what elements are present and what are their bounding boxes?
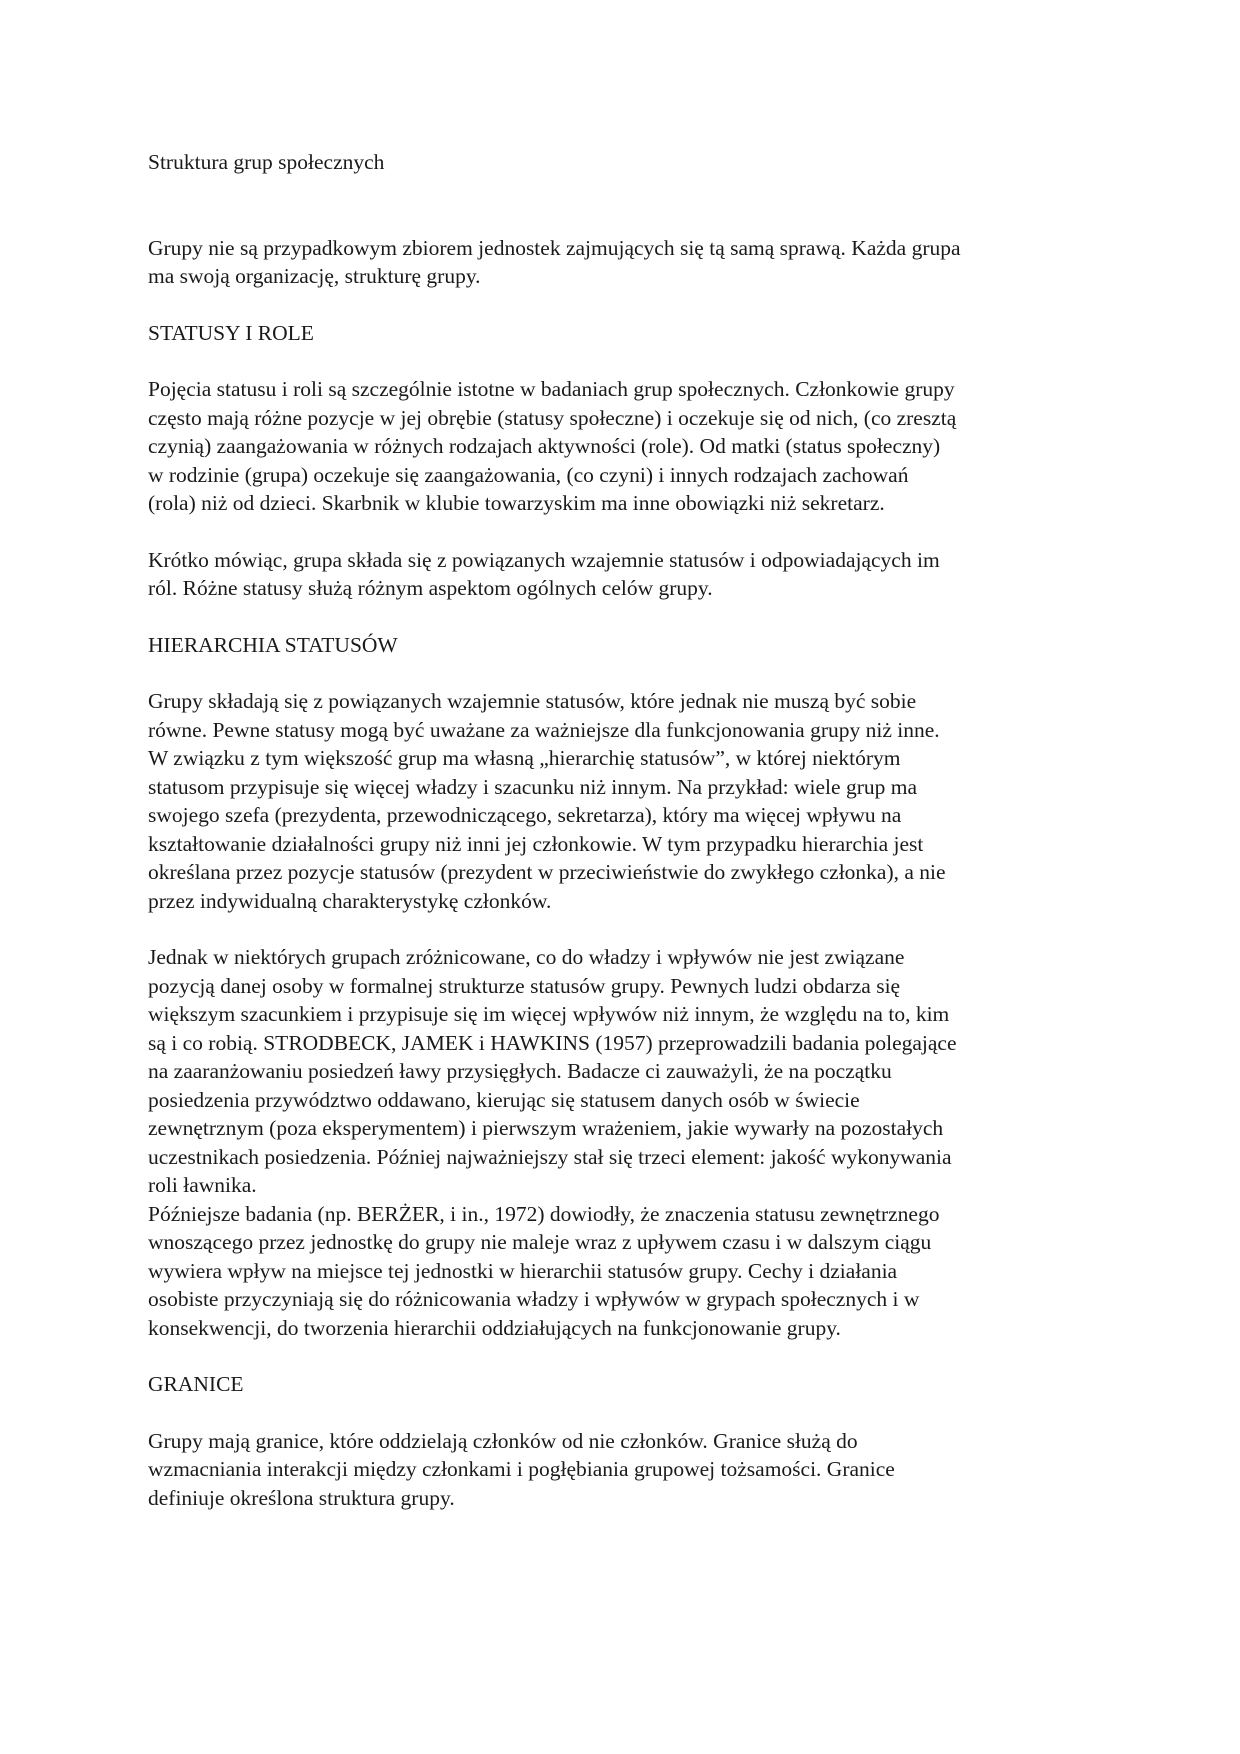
text-line: konsekwencji, do tworzenia hierarchii oddziałujących na funkcjonowanie grupy. (148, 1315, 841, 1340)
paragraph (148, 1427, 1098, 1513)
text-line: posiedzenia przywództwo oddawano, kierując się statusem danych osób w świecie (148, 1087, 860, 1112)
text-line: Jednak w niektórych grupach zróżnicowane, co do władzy i wpływów nie jest związane (148, 945, 905, 969)
document-title: Struktura grup społecznych (148, 150, 385, 174)
paragraph (148, 943, 1098, 1200)
text-line: w rodzinie (grupa) oczekuje się zaangażowania, (co czyni) i innych rodzajach zachowań (148, 462, 909, 487)
text-line: wzmacniania interakcji między członkami i pogłębiania grupowej tożsamości. Granice (148, 1457, 895, 1481)
text-line: często mają różne pozycje w jej obrębie (statusy społeczne) i oczekuje się od nich, (co zresztą (148, 405, 957, 430)
document-body (148, 148, 1098, 1540)
text-line: wnoszącego przez jednostkę do grupy nie maleje wraz z upływem czasu i w dalszym ciągu (148, 1230, 932, 1254)
text-line: Krótko mówiąc, grupa składa się z powiązanych wzajemnie statusów i odpowiadających im (148, 547, 940, 572)
text-line: zewnętrznym (poza eksperymentem) i pierwszym wrażeniem, jakie wywarły na pozostałych (148, 1116, 944, 1140)
text-line: równe. Pewne statusy mogą być uważane za ważniejsze dla funkcjonowania grupy niż inne. (148, 717, 940, 742)
paragraph (148, 687, 1098, 915)
text-line: ma swoją organizację, strukturę grupy. (148, 264, 481, 288)
text-line: uczestnikach posiedzenia. Później najważniejszy stał się trzeci element: jakość wykonywania (148, 1144, 952, 1169)
paragraph (148, 1200, 1098, 1343)
text-line: Grupy składają się z powiązanych wzajemnie statusów, które jednak nie muszą być sobie (148, 689, 917, 713)
text-line: statusom przypisuje się więcej władzy i szacunku niż innym. Na przykład: wiele grup ma (148, 774, 918, 799)
text-line: Grupy nie są przypadkowym zbiorem jednostek zajmujących się tą samą sprawą. Każda grupa (148, 235, 961, 260)
text-line: (rola) niż od dzieci. Skarbnik w klubie towarzyskim ma inne obowiązki niż sekretarz. (148, 491, 885, 515)
text-line: Późniejsze badania (np. BERŻER, i in., 1972) dowiodły, że znaczenia statusu zewnętrznego (148, 1201, 940, 1226)
text-line: kształtowanie działalności grupy niż inni jej członkowie. W tym przypadku hierarchia jest (148, 831, 924, 856)
section-heading-granice: GRANICE (148, 1372, 244, 1396)
text-line: określana przez pozycje statusów (prezydent w przeciwieństwie do zwykłego członka), a nie (148, 860, 946, 884)
text-line: Grupy mają granice, które oddzielają członków od nie członków. Granice służą do (148, 1428, 858, 1453)
text-line: swojego szefa (prezydenta, przewodniczącego, sekretarza), który ma więcej wpływu na (148, 803, 902, 827)
text-line: ról. Różne statusy służą różnym aspektom ogólnych celów grupy. (148, 576, 713, 600)
section-heading-hierarchia-statusow: HIERARCHIA STATUSÓW (148, 632, 398, 657)
text-line: Pojęcia statusu i roli są szczególnie istotne w badaniach grup społecznych. Członkowie grupy (148, 377, 955, 401)
text-line: większym szacunkiem i przypisuje się im więcej wpływów niż innym, że względu na to, kim (148, 1002, 950, 1026)
intro-paragraph (148, 234, 1098, 291)
text-line: W związku z tym większość grup ma własną „hierarchię statusów”, w której niektórym (148, 746, 901, 770)
section-heading-statusy-i-role: STATUSY I ROLE (148, 320, 314, 345)
text-line: osobiste przyczyniają się do różnicowania władzy i wpływów w grypach społecznych i w (148, 1287, 920, 1311)
text-line: wywiera wpływ na miejsce tej jednostki w hierarchii statusów grupy. Cechy i działania (148, 1258, 898, 1283)
text-line: czynią) zaangażowania w różnych rodzajach aktywności (role). Od matki (status społeczny) (148, 434, 941, 458)
text-line: przez indywidualną charakterystykę członków. (148, 888, 552, 913)
text-line: pozycją danej osoby w formalnej strukturze statusów grupy. Pewnych ludzi obdarza się (148, 973, 901, 998)
text-line: są i co robią. STRODBECK, JAMEK i HAWKINS (1957) przeprowadzili badania polegające (148, 1030, 957, 1055)
text-line: roli ławnika. (148, 1173, 257, 1197)
text-line: na zaaranżowaniu posiedzeń ławy przysięgłych. Badacze ci zauważyli, że na początku (148, 1059, 892, 1083)
text-line: definiuje określona struktura grupy. (148, 1485, 455, 1510)
paragraph (148, 375, 1098, 518)
paragraph (148, 546, 1098, 603)
